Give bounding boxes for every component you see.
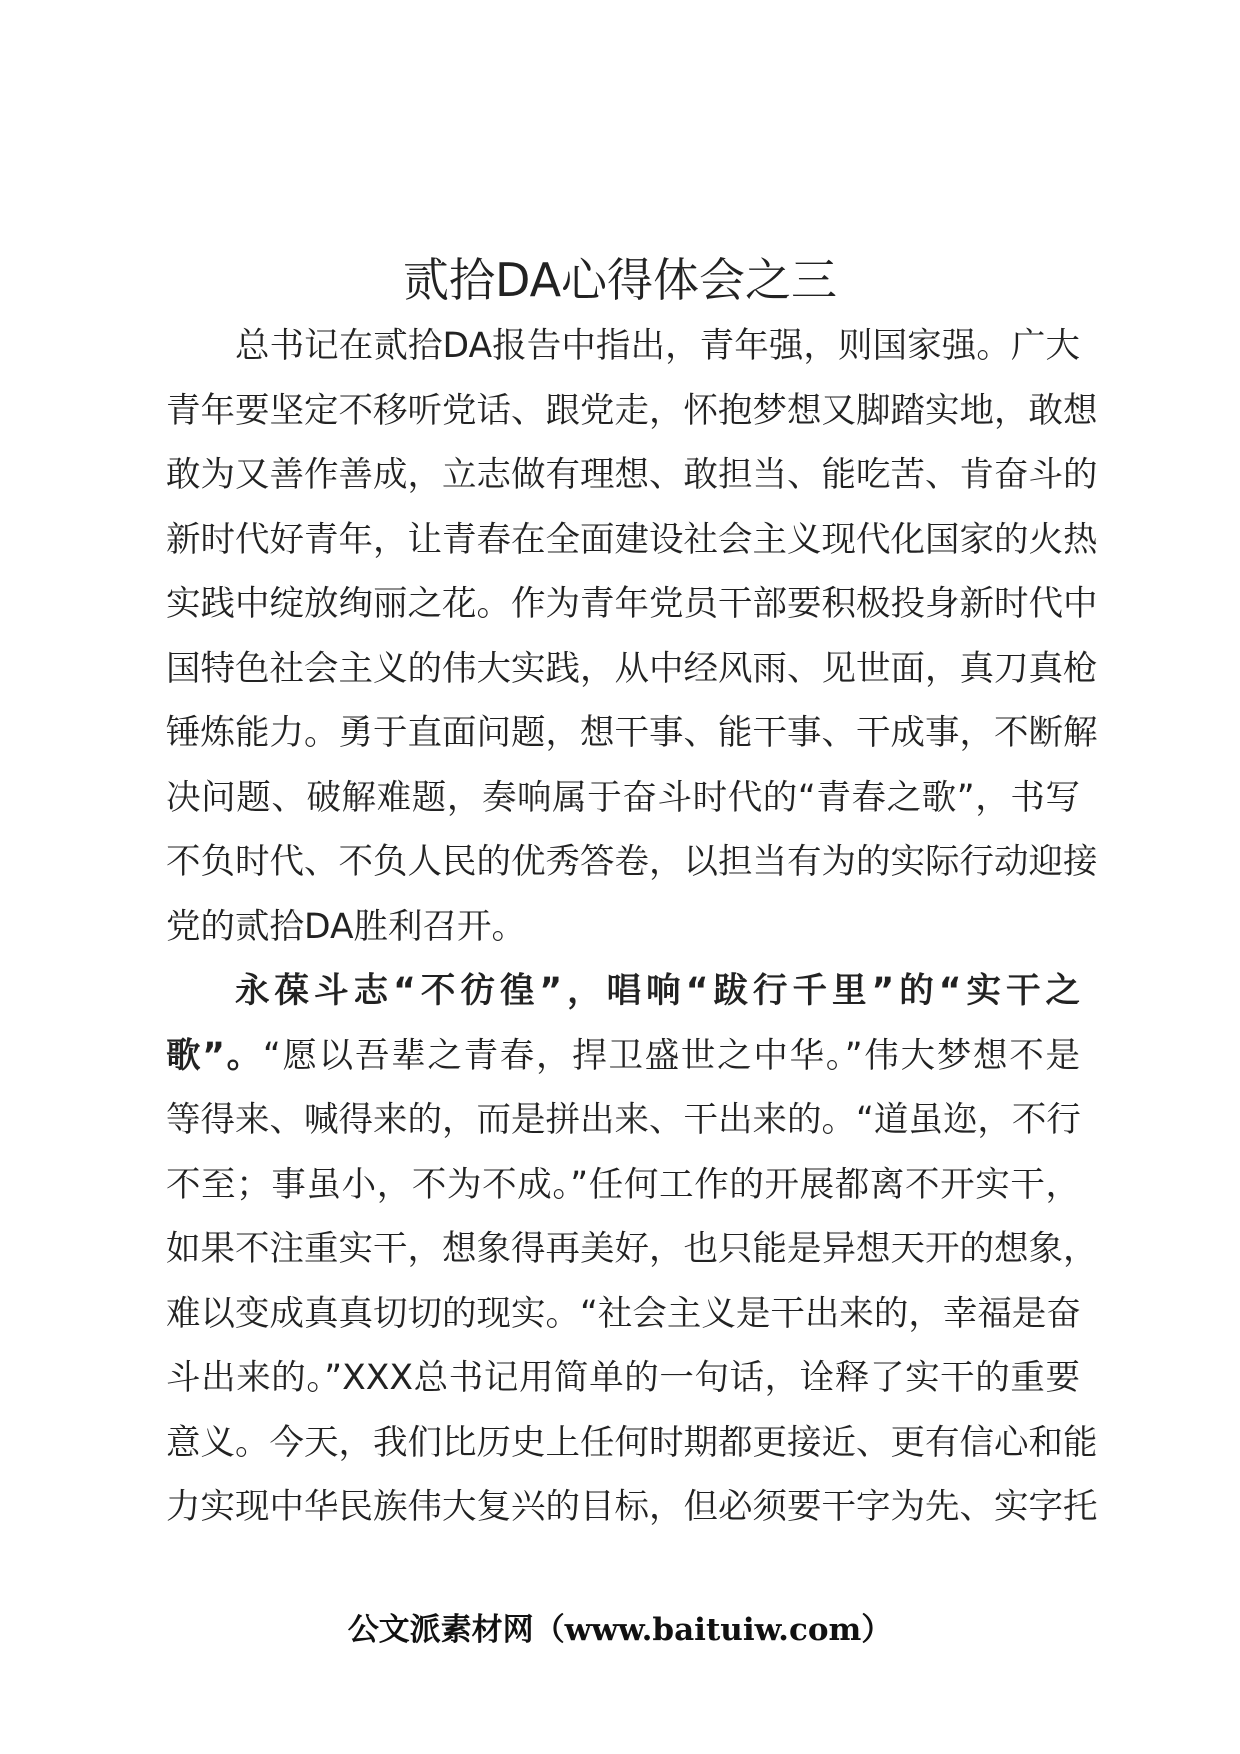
paragraph-1-line: 新时代好青年，让青春在全面建设社会主义现代化国家的火热 [166, 519, 1098, 560]
paragraph-2-line: 难以变成真真切切的现实。“社会主义是干出来的，幸福是奋 [166, 1293, 1081, 1334]
paragraph-1-line: 国特色社会主义的伟大实践，从中经风雨、见世面，真刀真枪 [166, 648, 1098, 689]
paragraph-2-line: 意义。今天，我们比历史上任何时期都更接近、更有信心和能 [166, 1422, 1098, 1463]
paragraph-1-line: 总书记在贰拾DA报告中指出，青年强，则国家强。广大 [235, 326, 1080, 366]
document-body [166, 314, 1098, 1540]
paragraph-1-line: 青年要坚定不移听党话、跟党走，怀抱梦想又脚踏实地，敢想 [166, 390, 1098, 431]
paragraph-2-line: 斗出来的。”XXX总书记用简单的一句话，诠释了实干的重要 [166, 1358, 1080, 1398]
footer-site-name: 公文派素材网 [347, 1612, 534, 1648]
paragraph-1-line: 实践中绽放绚丽之花。作为青年党员干部要积极投身新时代中 [166, 584, 1098, 624]
document-title: 贰拾DA心得体会之三 [402, 253, 838, 307]
paragraph-2-line: 如果不注重实干，想象得再美好，也只能是异想天开的想象， [166, 1229, 1098, 1269]
paragraph-1-line: 党的贰拾DA胜利召开。 [166, 906, 527, 947]
paragraph-2-line [166, 1024, 1080, 1089]
paragraph-2-line: 力实现中华民族伟大复兴的目标，但必须要干字为先、实字托 [166, 1487, 1098, 1527]
paragraph-2-quote: “愿以吾辈之青春，捍卫盛世之中华。”伟大梦想不是 [262, 1035, 1080, 1076]
paragraph-2-heading-end: 歌”。 [166, 1035, 263, 1076]
paragraph-1-line: 锤炼能力。勇于直面问题，想干事、能干事、干成事，不断解 [166, 713, 1098, 753]
paragraph-1-line: 决问题、破解难题，奏响属于奋斗时代的“青春之歌”，书写 [166, 777, 1080, 818]
footer-url[interactable]: （www.baituiw.com） [533, 1612, 893, 1648]
paragraph-2-line: 不至；事虽小，不为不成。”任何工作的开展都离不开实干， [166, 1164, 1080, 1205]
page-footer [0, 1608, 1240, 1652]
paragraph-1-line: 敢为又善作善成，立志做有理想、敢担当、能吃苦、肯奋斗的 [166, 455, 1098, 495]
paragraph-1-line: 不负时代、不负人民的优秀答卷，以担当有为的实际行动迎接 [166, 842, 1098, 882]
paragraph-2-line: 等得来、喊得来的，而是拼出来、干出来的。“道虽迩，不行 [166, 1100, 1081, 1140]
paragraph-2-heading: 永葆斗志“不彷徨”，唱响“跋行千里”的“实干之 [235, 971, 1080, 1011]
